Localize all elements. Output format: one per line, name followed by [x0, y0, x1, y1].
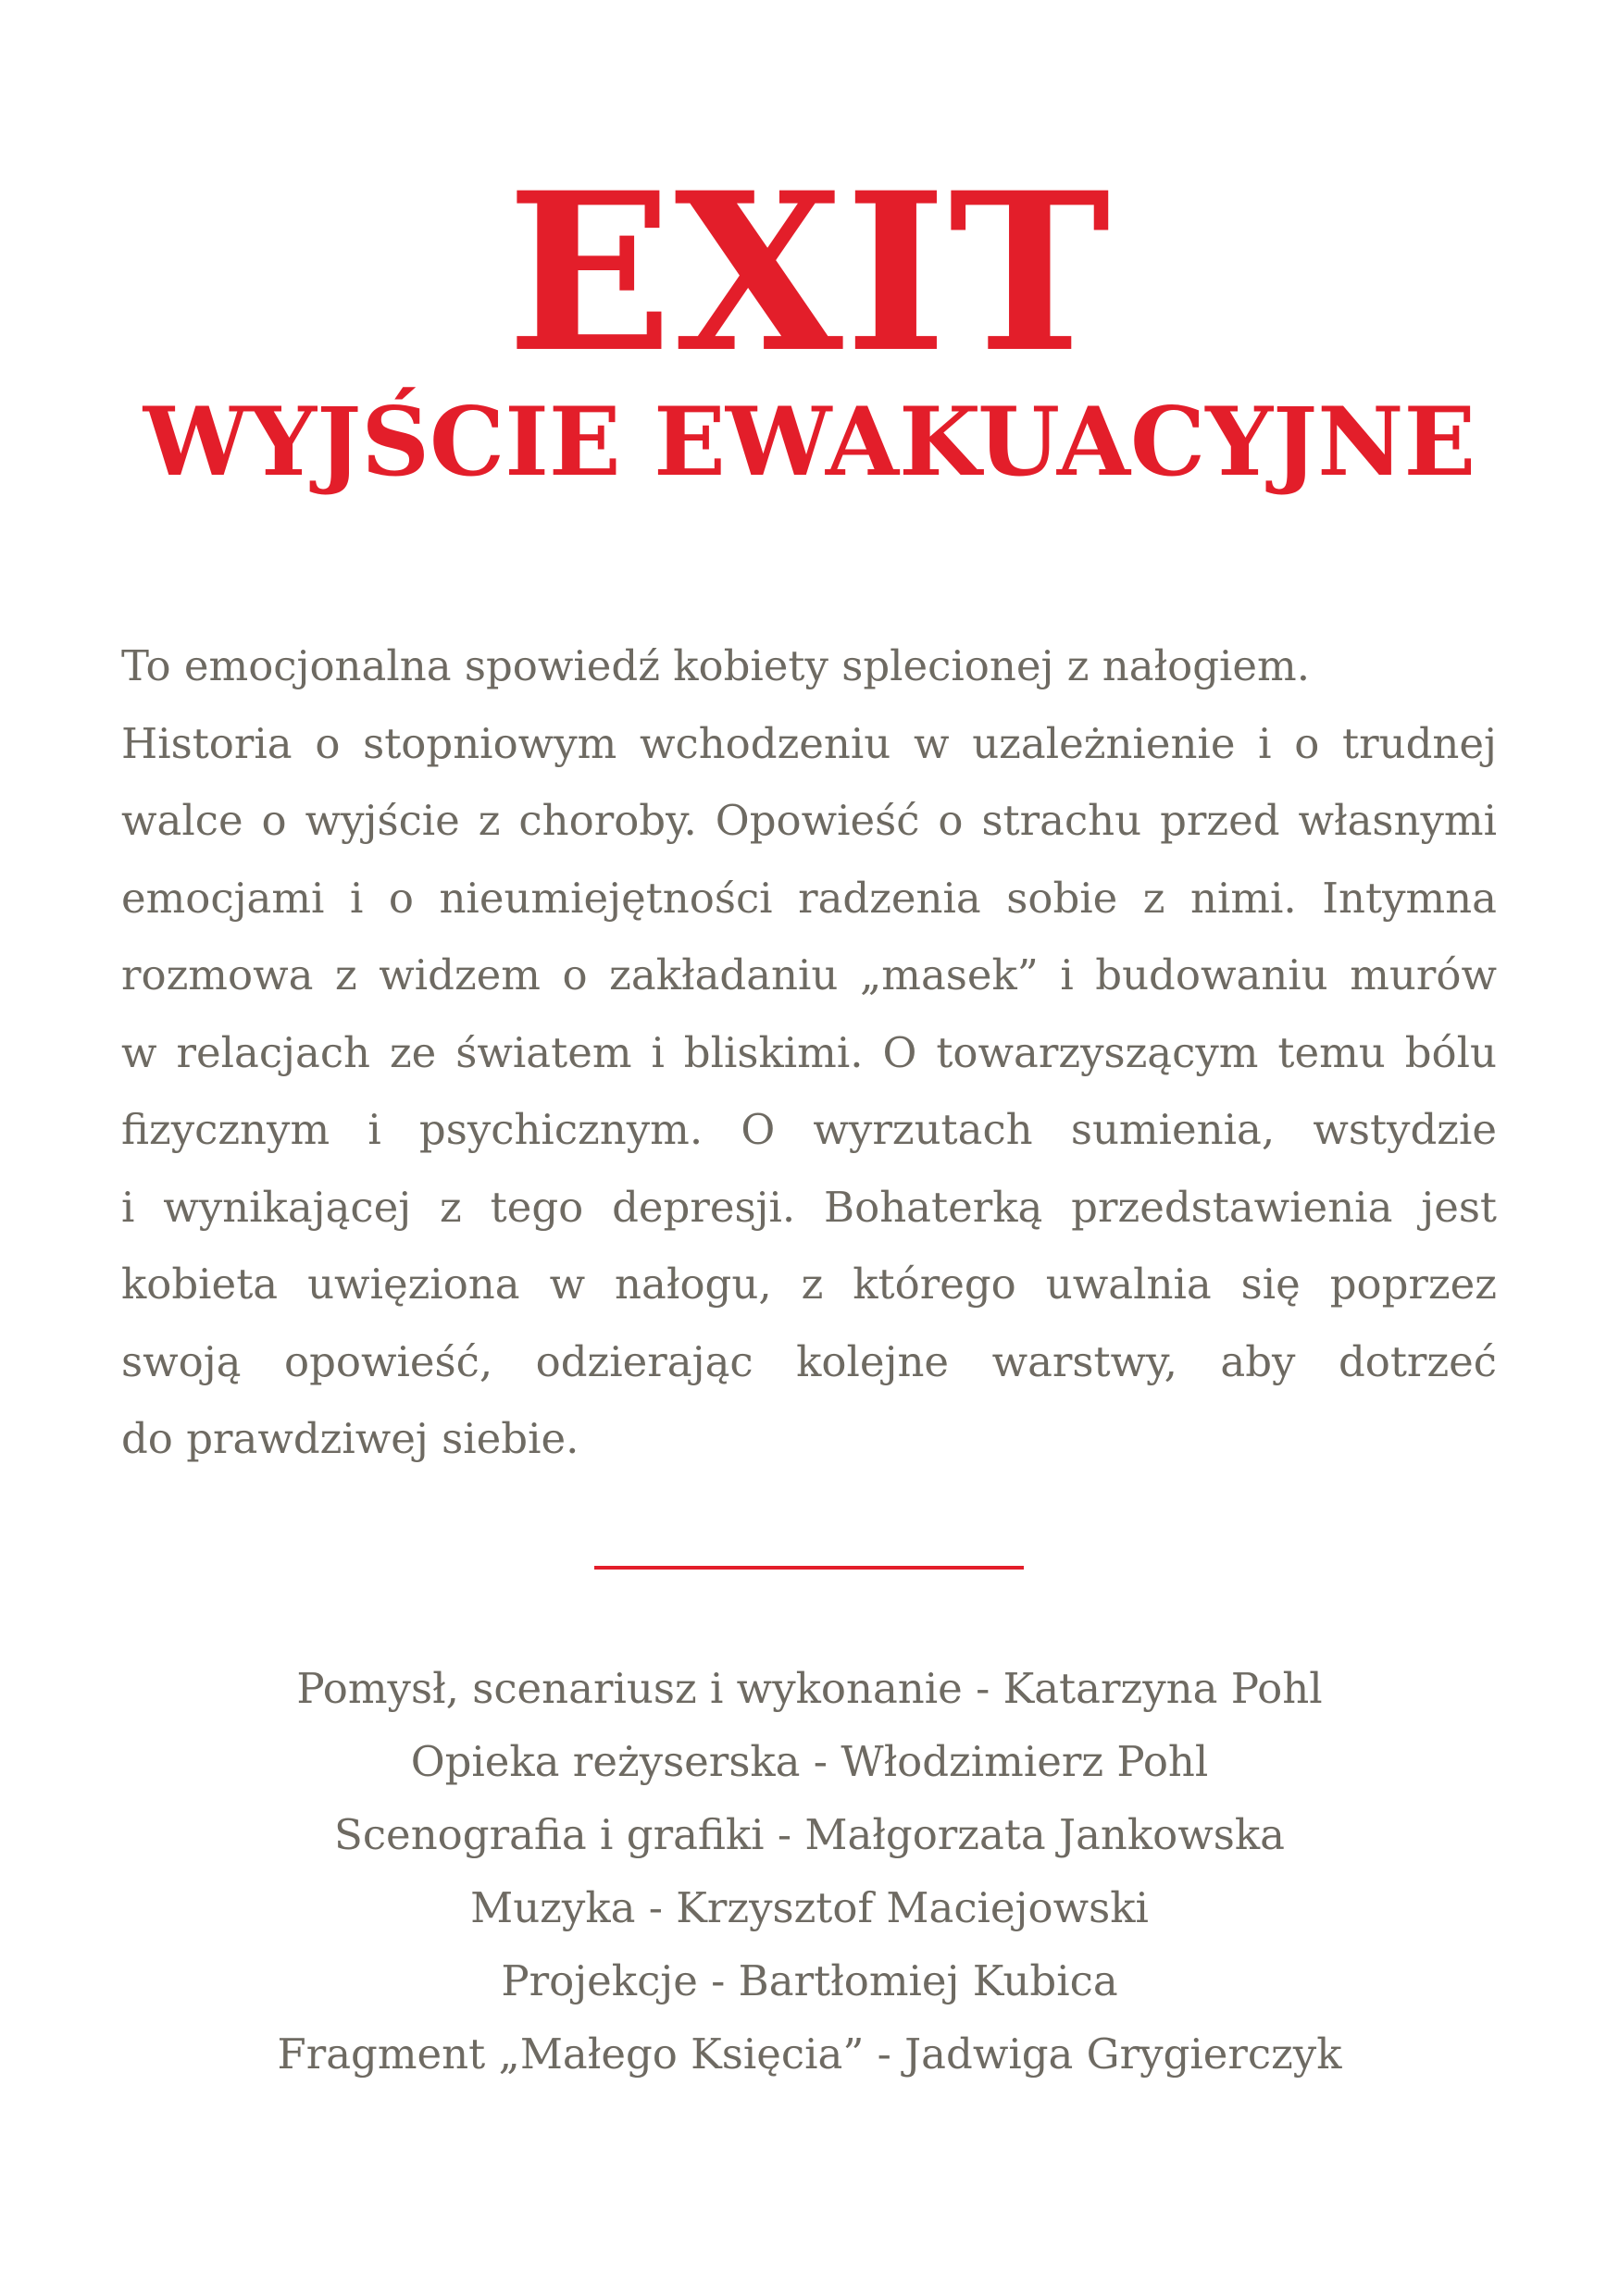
page-subtitle: WYJŚCIE EWAKUACYJNE [143, 387, 1476, 498]
credit-line: Fragment „Małego Księcia” - Jadwiga Grygierczyk [277, 2029, 1342, 2079]
description-line: fizycznym i psychicznym. O wyrzutach sumienia, wstydzie [121, 1105, 1497, 1154]
description-line: kobieta uwięziona w nałogu, z którego uwalnia się poprzez [121, 1260, 1497, 1309]
credit-line: Projekcje - Bartłomiej Kubica [501, 1956, 1118, 2005]
credit-line: Pomysł, scenariusz i wykonanie - Katarzyna Pohl [296, 1664, 1323, 1713]
description-line: Historia o stopniowym wchodzeniu w uzależnienie i o trudnej [121, 718, 1497, 768]
description-line: To emocjonalna spowiedź kobiety splecionej z nałogiem. [121, 641, 1311, 690]
description-paragraph [121, 627, 1497, 1478]
credit-line: Scenografia i grafiki - Małgorzata Jankowska [334, 1810, 1285, 1859]
description-line: emocjami i o nieumiejętności radzenia sobie z nimi. Intymna [121, 873, 1497, 923]
section-divider [594, 1566, 1024, 1570]
credits-list [0, 1652, 1619, 2091]
description-line: w relacjach ze światem i bliskimi. O towarzyszącym temu bólu [121, 1027, 1497, 1077]
credit-line: Muzyka - Krzysztof Maciejowski [470, 1883, 1149, 1932]
description-line: do prawdziwej siebie. [121, 1414, 579, 1463]
description-line: i wynikającej z tego depresji. Bohaterką przedstawienia jest [121, 1182, 1497, 1232]
description-line: swoją opowieść, odzierając kolejne warstwy, aby dotrzeć [121, 1336, 1497, 1386]
description-line: rozmowa z widzem o zakładaniu „masek” i budowaniu murów [121, 950, 1497, 999]
description-line: walce o wyjście z choroby. Opowieść o strachu przed własnymi [121, 796, 1497, 845]
credit-line: Opieka reżyserska - Włodzimierz Pohl [410, 1737, 1209, 1786]
page-title: EXIT [506, 145, 1113, 401]
